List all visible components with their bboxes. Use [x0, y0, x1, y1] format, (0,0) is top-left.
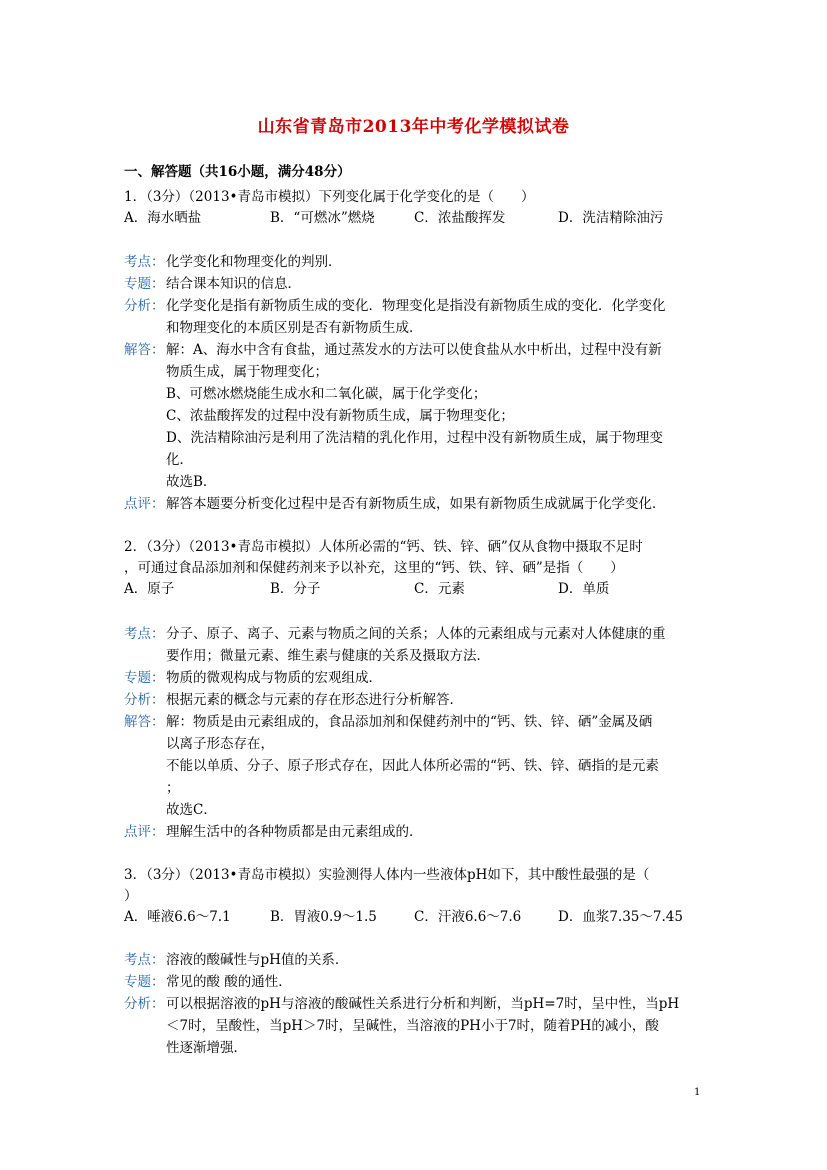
q1-jieda-line: 解：A、海水中含有食盐，通过蒸发水的方法可以使食盐从水中析出，过程中没有新 [166, 342, 662, 358]
q1-stem: 1．（3分）（2013•青岛市模拟）下列变化属于化学变化的是（ ） [124, 189, 535, 205]
q1-fenxi-line: 和物理变化的本质区别是否有新物质生成． [166, 320, 423, 336]
q1-jieda-line: 物质生成，属于物理变化； [166, 364, 328, 380]
q3-stem: ） [124, 888, 138, 904]
q2-option-a: A．原子 [124, 581, 175, 597]
q3-fenxi-line: 性逐渐增强． [166, 1040, 247, 1056]
q1-jieda-line: 化． [166, 452, 193, 468]
q2-jieda-line: 故选C． [166, 802, 217, 818]
q2-jieda-line: ； [166, 780, 180, 796]
q3-fenxi-label: 分析： [124, 996, 165, 1012]
q1-options [124, 208, 704, 228]
q3-stem: 3．（3分）（2013•青岛市模拟）实验测得人体内一些液体pH如下，其中酸性最强的是（ [124, 867, 650, 883]
q3-kaodian-text: 溶液的酸碱性与pH值的关系． [166, 952, 349, 968]
q1-kaodian-label: 考点： [124, 254, 165, 270]
q1-dianping-label: 点评： [124, 496, 165, 512]
q2-fenxi-label: 分析： [124, 692, 165, 708]
q3-option-a: A．唾液6.6～7.1 [124, 909, 231, 925]
q2-dianping-label: 点评： [124, 824, 165, 840]
q1-jieda-line: D、洗洁精除油污是利用了洗洁精的乳化作用，过程中没有新物质生成，属于物理变 [166, 430, 663, 446]
q2-jieda-label: 解答： [124, 714, 165, 730]
section-header: 一、解答题（共16小题，满分48分） [124, 164, 351, 180]
q1-fenxi-label: 分析： [124, 298, 165, 314]
q2-fenxi-text: 根据元素的概念与元素的存在形态进行分析解答． [166, 692, 463, 708]
q1-jieda-line: C、浓盐酸挥发的过程中没有新物质生成，属于物理变化； [166, 408, 514, 424]
q3-kaodian-label: 考点： [124, 952, 165, 968]
q3-option-c: C．汗液6.6～7.6 [414, 909, 522, 925]
q2-jieda-line: 解：物质是由元素组成的，食品添加剂和保健药剂中的“钙、铁、锌、硒”金属及硒 [166, 714, 653, 730]
q1-option-d: D．洗洁精除油污 [558, 210, 664, 226]
q2-jieda-line: 不能以单质、分子、原子形式存在，因此人体所必需的“钙、铁、锌、硒指的是元素 [166, 758, 659, 774]
q1-option-c: C．浓盐酸挥发 [414, 210, 506, 226]
q1-jieda-label: 解答： [124, 342, 165, 358]
q1-zhuanti-text: 结合课本知识的信息． [166, 276, 301, 292]
q2-option-d: D．单质 [558, 581, 610, 597]
q2-kaodian-line: 分子、原子、离子、元素与物质之间的关系；人体的元素组成与元素对人体健康的重 [166, 626, 666, 642]
q1-kaodian-text: 化学变化和物理变化的判别． [166, 254, 342, 270]
q1-option-b: B．“可燃冰”燃烧 [270, 210, 375, 226]
q2-stem: 2．（3分）（2013•青岛市模拟）人体所必需的“钙、铁、锌、硒”仅从食物中摄取不足时 [124, 539, 643, 555]
q2-zhuanti-label: 专题： [124, 670, 165, 686]
q3-fenxi-line: ＜7时，呈酸性，当pH＞7时，呈碱性，当溶液的PH小于7时，随着PH的减小，酸 [166, 1018, 659, 1034]
q2-jieda-line: 以离子形态存在， [166, 736, 274, 752]
q1-jieda-line: B、可燃冰燃烧能生成水和二氧化碳，属于化学变化； [166, 386, 487, 402]
page-title: 山东省青岛市2013年中考化学模拟试卷 [257, 117, 570, 137]
page-number: 1 [694, 1087, 701, 1098]
q1-option-a: A．海水晒盐 [124, 210, 202, 226]
q2-option-c: C．元素 [414, 581, 465, 597]
q3-fenxi-line: 可以根据溶液的pH与溶液的酸碱性关系进行分析和判断，当pH=7时，呈中性，当pH [166, 996, 680, 1012]
q2-kaodian-label: 考点： [124, 626, 165, 642]
q3-option-d: D．血浆7.35～7.45 [558, 909, 683, 925]
q3-zhuanti-text: 常见的酸 酸的通性． [166, 974, 292, 990]
q1-dianping-text: 解答本题要分析变化过程中是否有新物质生成，如果有新物质生成就属于化学变化． [166, 496, 666, 512]
q3-zhuanti-label: 专题： [124, 974, 165, 990]
q1-zhuanti-label: 专题： [124, 276, 165, 292]
q2-kaodian-line: 要作用；微量元素、维生素与健康的关系及摄取方法． [166, 648, 490, 664]
q2-option-b: B．分子 [270, 581, 321, 597]
q2-options [124, 579, 704, 599]
q1-jieda-line: 故选B． [166, 474, 217, 490]
q3-options [124, 907, 704, 927]
q1-fenxi-line: 化学变化是指有新物质生成的变化．物理变化是指没有新物质生成的变化．化学变化 [166, 298, 666, 314]
q2-zhuanti-text: 物质的微观构成与物质的宏观组成． [166, 670, 382, 686]
q2-stem: ，可通过食品添加剂和保健药剂来予以补充，这里的“钙、铁、锌、硒”是指（ ） [124, 560, 624, 576]
q2-dianping-text: 理解生活中的各种物质都是由元素组成的． [166, 824, 423, 840]
q3-option-b: B．胃液0.9～1.5 [270, 909, 377, 925]
